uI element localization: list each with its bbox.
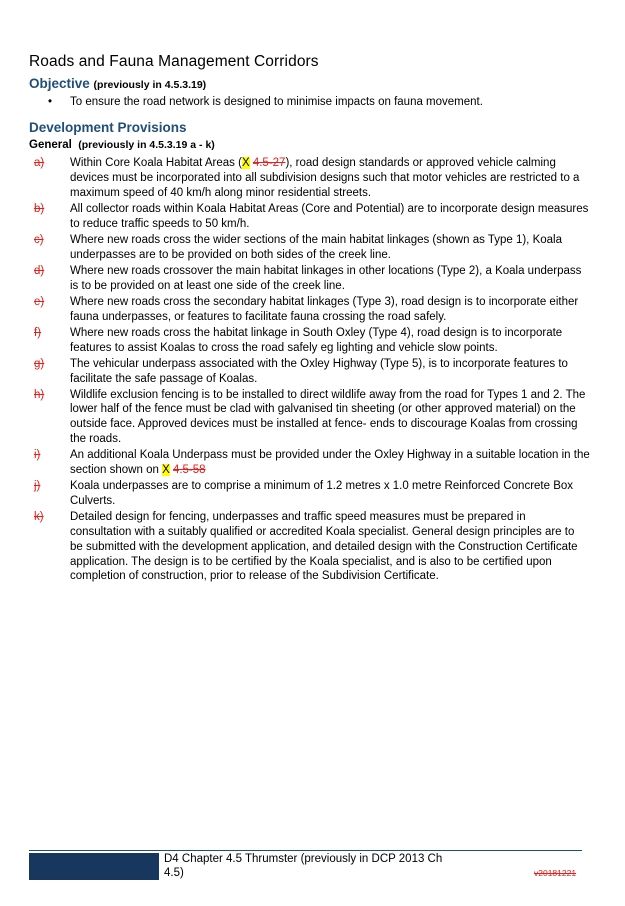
provision-text xyxy=(70,264,590,294)
general-subheading-text: General xyxy=(29,139,72,151)
provision-text xyxy=(70,202,590,232)
provision-pre: Where new roads crossover the main habitat linkages in other locations (Type 2), a Koala underpass is to be provided on at least one side of the creek line. xyxy=(70,264,582,292)
provision-pre: Wildlife exclusion fencing is to be installed to direct wildlife away from the road for Types 1 and 2. The lower half of the fence must be clad with galvanised tin sheeting (or other approved material) on the outside face. Approved devices must be installed at fence- ends to discourage Koalas from crossing the roads. xyxy=(70,388,586,446)
footer-divider xyxy=(29,850,582,851)
provision-text xyxy=(70,388,590,447)
provision-item xyxy=(34,156,590,200)
provision-marker: c) xyxy=(34,233,44,246)
objective-note: (previously in 4.5.3.19) xyxy=(93,79,207,91)
objective-bullet xyxy=(48,96,483,108)
provision-pre: Koala underpasses are to comprise a minimum of 1.2 metres x 1.0 metre Reinforced Concrete Box Culverts. xyxy=(70,480,574,508)
provision-text xyxy=(70,295,590,325)
page-title: Roads and Fauna Management Corridors xyxy=(29,53,319,70)
provision-marker: g) xyxy=(34,357,45,370)
bullet-icon: • xyxy=(48,96,53,108)
provision-marker: j) xyxy=(34,480,41,493)
provision-pre: An additional Koala Underpass must be provided under the Oxley Highway in a suitable location in the section shown on xyxy=(70,449,590,477)
provision-item xyxy=(34,202,590,232)
provision-item xyxy=(34,295,590,325)
provision-text xyxy=(70,448,590,478)
provision-item xyxy=(34,357,590,387)
provision-text xyxy=(70,510,590,584)
provision-item xyxy=(34,448,590,478)
provision-text xyxy=(70,479,590,509)
general-subnote: (previously in 4.5.3.19 a - k) xyxy=(78,139,215,151)
provision-item xyxy=(34,233,590,263)
provision-marker: b) xyxy=(34,202,45,215)
provision-pre: Detailed design for fencing, underpasses and traffic speed measures must be prepared in consultation with a suitably qualified or accredited Koala specialist. General design principles are to be submitted with the development application, and detailed design with the Construction Certificate application. The design is to be certified by the Koala specialist, and is also to be certified upon completion of construction, prior to release of the Subdivision Certificate. xyxy=(70,511,578,583)
provision-marker: a) xyxy=(34,157,45,169)
provision-marker: e) xyxy=(34,295,45,308)
provision-marker: h) xyxy=(34,388,45,401)
objective-heading xyxy=(29,76,206,91)
provision-marker: d) xyxy=(34,264,45,277)
provision-text xyxy=(70,357,590,387)
provision-item xyxy=(34,264,590,294)
provision-del: 4.5-58 xyxy=(172,464,206,477)
provisions-list xyxy=(34,156,590,586)
provision-item xyxy=(34,326,590,356)
objective-bullet-text: To ensure the road network is designed to minimise impacts on fauna movement. xyxy=(70,96,483,108)
provision-del: 4.5-27 xyxy=(252,157,286,169)
provision-pre: The vehicular underpass associated with the Oxley Highway (Type 5), is to incorporate features to facilitate the safe passage of Koalas. xyxy=(70,357,568,385)
provision-marker: k) xyxy=(34,511,44,524)
objective-heading-text: Objective xyxy=(29,76,90,91)
general-subheading xyxy=(29,139,215,151)
provision-text xyxy=(70,156,590,200)
provision-post: ), road design standards or approved vehicle calming devices must be incorporated into all subdivision designs such that motor vehicles are restricted to a maximum speed of 40 km/h along minor residential streets. xyxy=(70,157,580,199)
provision-hl: X xyxy=(241,157,250,169)
provision-item xyxy=(34,388,590,447)
provision-marker: f) xyxy=(34,326,42,339)
provision-hl: X xyxy=(162,464,170,477)
provision-pre: All collector roads within Koala Habitat Areas (Core and Potential) are to incorporate design measures to reduce traffic speeds to 50 km/h. xyxy=(70,202,589,230)
provision-pre: Within Core Koala Habitat Areas ( xyxy=(70,157,242,169)
footer-color-block xyxy=(29,853,159,880)
provision-text xyxy=(70,233,590,263)
provision-item xyxy=(34,510,590,584)
provision-pre: Where new roads cross the habitat linkage in South Oxley (Type 4), road design is to incorporate features to assist Koalas to cross the road safely eg lighting and vehicle slow points. xyxy=(70,326,563,354)
provision-item xyxy=(34,479,590,509)
provision-text xyxy=(70,326,590,356)
provisions-heading: Development Provisions xyxy=(29,120,187,135)
provision-marker: i) xyxy=(34,449,41,462)
provision-pre: Where new roads cross the wider sections of the main habitat linkages (shown as Type 1), Koala underpasses are to be provided on both sides of the creek line. xyxy=(70,233,562,261)
footer-chapter-text: D4 Chapter 4.5 Thrumster (previously in DCP 2013 Ch 4.5) xyxy=(164,853,443,879)
footer-version: v20181221 xyxy=(534,868,577,878)
provision-pre: Where new roads cross the secondary habitat linkages (Type 3), road design is to incorporate either fauna underpasses, or features to facilitate fauna crossing the road safely. xyxy=(70,295,579,323)
